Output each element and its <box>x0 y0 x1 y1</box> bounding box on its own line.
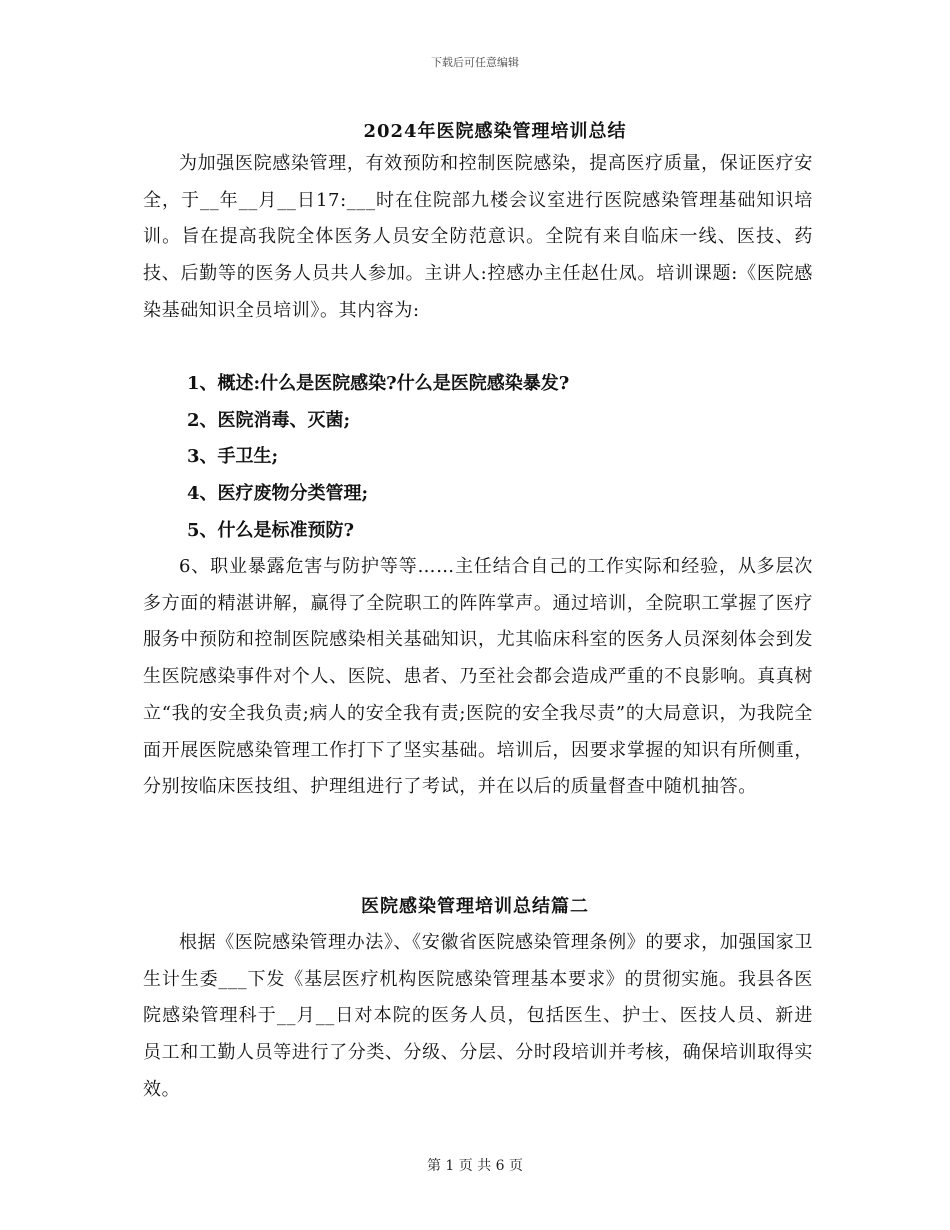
list-item: 4、医疗废物分类管理; <box>187 483 369 505</box>
list-item: 3、手卫生; <box>187 446 279 468</box>
content-list <box>187 366 569 550</box>
section2-paragraph-block <box>143 925 813 1109</box>
intro-paragraph-block <box>143 146 813 330</box>
list-item: 5、什么是标准预防? <box>187 519 355 541</box>
document-title: 2024年医院感染管理培训总结 <box>363 121 627 142</box>
continuation-paragraph: 6、职业暴露危害与防护等等……主任结合自己的工作实际和经验，从多层次多方面的精湛讲解，赢得了全院职工的阵阵掌声。通过培训，全院职工掌握了医疗服务中预防和控制医院感染相关基础知识，尤其临床科室的医务人员深刻体会到发生医院感染事件对个人、医院、患者、乃至社会都会造成严重的不良影响。真真树立“我的安全我负责;病人的安全我有责;医院的安全我尽责”的大局意识，为我院全面开展医院感染管理工作打下了坚实基础。培训后，因要求掌握的知识有所侧重，分别按临床医技组、护理组进行了考试，并在以后的质量督查中随机抽答。 <box>143 556 813 798</box>
section2-paragraph: 根据《医院感染管理办法》、《安徽省医院感染管理条例》的要求，加强国家卫生计生委___下发《基层医疗机构医院感染管理基本要求》的贯彻实施。我县各医院感染管理科于__月__日对本院的医务人员，包括医生、护士、医技人员、新进员工和工勤人员等进行了分类、分级、分层、分时段培训并考核，确保培训取得实效。 <box>143 932 813 1100</box>
page-number: 第 1 页 共 6 页 <box>426 1158 524 1174</box>
header-note: 下载后可任意编辑 <box>431 56 519 69</box>
section-title: 医院感染管理培训总结篇二 <box>361 896 589 917</box>
intro-paragraph: 为加强医院感染管理，有效预防和控制医院感染，提高医疗质量，保证医疗安全，于__年__月__日17:___时在住院部九楼会议室进行医院感染管理基础知识培训。旨在提高我院全体医务人员安全防范意识。全院有来自临床一线、医技、药技、后勤等的医务人员共人参加。主讲人:控感办主任赵仕凤。培训课题:《医院感染基础知识全员培训》。其内容为: <box>143 153 813 321</box>
list-item: 1、概述:什么是医院感染?什么是医院感染暴发? <box>187 373 570 394</box>
continuation-paragraph-block <box>143 549 813 806</box>
list-item: 2、医院消毒、灭菌; <box>187 409 351 431</box>
